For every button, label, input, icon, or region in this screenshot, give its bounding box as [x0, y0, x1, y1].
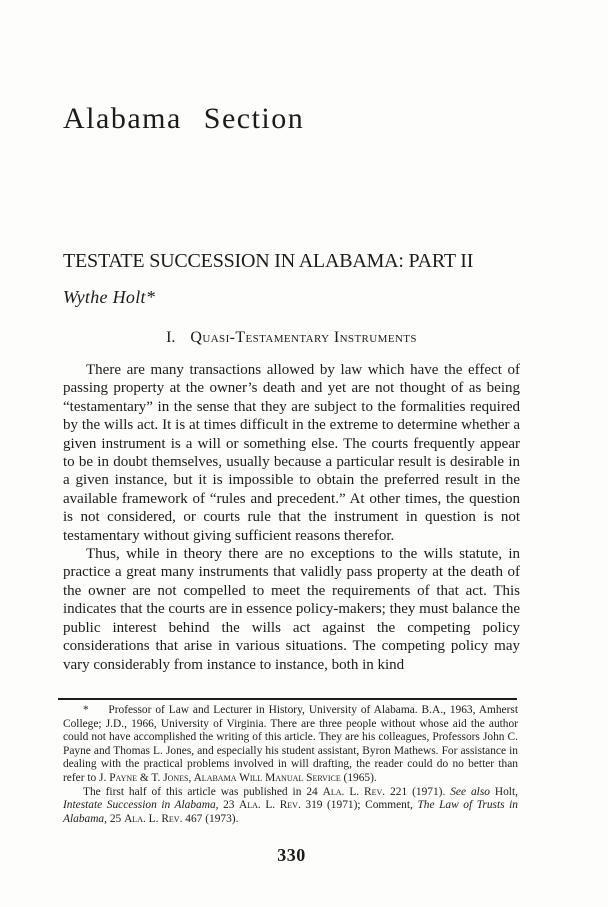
section-heading: [63, 329, 520, 347]
footnote-text-segment: See also: [450, 785, 490, 798]
body-paragraph: Thus, while in theory there are no exceptions to the wills statute, in practice a great many instruments that validly pass property at the death of the owner are not compelled to meet the requirements of that act. This indicates that the courts are in essence policy-makers; they must balance the public interest behind the wills act against the competing policy considerations that arise in various situations. The competing policy may vary considerably from instance to instance, both in kind: [63, 546, 520, 673]
footnote-text-segment: 221 (1971).: [385, 785, 451, 798]
body-paragraph: There are many transactions allowed by law which have the effect of passing property at the owner’s death and yet are not thought of as being “testamentary” in the sense that they are subject to the formalities required by the wills act. It is at times difficult in the extreme to determine whether a given instrument is a will or something else. The courts frequently appear to be in doubt themselves, usually because a particular result is desirable in a given instance, but it is impossible to obtain the preferred result in the available framework of “rules and precedent.” At other times, the question is not considered, or courts rule that the instrument in question is not testamentary without giving sufficient reasons therefor.: [63, 362, 520, 544]
footnotes-block: [63, 704, 518, 826]
footnote-text-segment: (1965).: [340, 771, 377, 784]
footnote-text-segment: Jones, Alabama Will Manual Service: [163, 771, 341, 784]
footnote-text-segment: Ala. L. Rev.: [322, 785, 386, 798]
footnote-text-segment: Ala. L. Rev.: [124, 812, 183, 825]
page-number: 330: [277, 845, 306, 865]
footnote-text-segment: Payne: [109, 771, 138, 784]
footnote-text-segment: 25: [106, 812, 125, 825]
footnote-text-segment: The first half of this article was published in 24: [83, 785, 323, 798]
author-byline: Wythe Holt*: [63, 287, 156, 307]
footnote-text-segment: 467 (1973).: [182, 812, 239, 825]
footnote-text-segment: Ala. L. Rev.: [239, 799, 301, 812]
footnote-text-segment: 319 (1971); Comment,: [300, 799, 418, 812]
footnote-author-note: [63, 704, 518, 786]
section-heading-numeral: I.: [166, 329, 176, 346]
footnote-text-segment: Holt,: [489, 785, 518, 798]
footnote-text-segment: * Professor of Law and Lecturer in History, University of Alabama. B.A., 1963, Amherst College; J.D., 1966, University of Virginia. There are three people without whose aid the author could not have accomplished the writing of this article. They are his colleagues, Professors John C. Payne and Thomas L. Jones, and especially his student assistant, Byron Mathews. For assistance in dealing with the practical problems involved in will drafting, the reader could do no better than refer to J.: [63, 704, 518, 784]
article-body: [63, 361, 520, 674]
footnote-text-segment: & T.: [137, 771, 164, 784]
section-heading-label: Quasi-Testamentary Instruments: [190, 329, 417, 346]
footnote-citations-note: [63, 786, 518, 827]
footnote-text-segment: The Law of Trusts in Alabama,: [63, 799, 518, 825]
footnote-text-segment: 23: [218, 799, 240, 812]
section-banner-title: Alabama Section: [63, 102, 305, 135]
article-title: TESTATE SUCCESSION IN ALABAMA: PART II: [63, 250, 474, 272]
footnote-separator-rule: [58, 698, 517, 700]
footnote-text-segment: Intestate Succession in Alabama,: [63, 799, 219, 812]
